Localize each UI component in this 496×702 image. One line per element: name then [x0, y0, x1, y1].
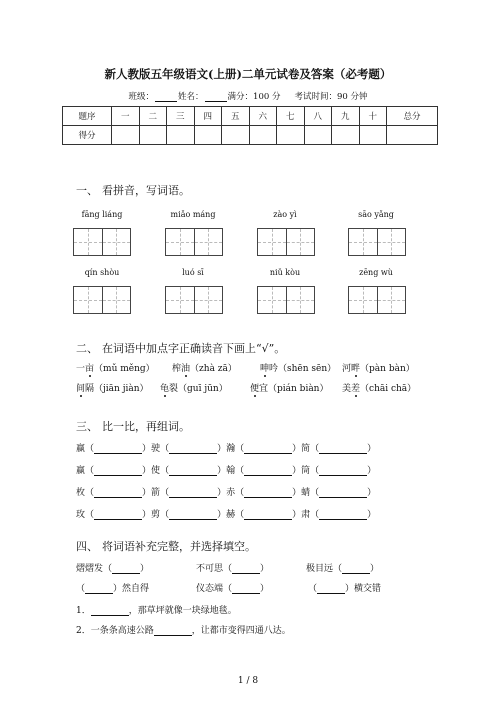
- score-header: 题序: [63, 107, 112, 126]
- pinyin: miǎo máng: [170, 210, 216, 219]
- idiom-item: （ ）然自得: [76, 584, 150, 594]
- score-header: 九: [332, 107, 360, 126]
- score-header: 六: [249, 107, 277, 126]
- pinyin: luó sī: [182, 268, 204, 277]
- score-header: 四: [194, 107, 222, 126]
- full-score: 满分：100 分: [227, 92, 281, 102]
- page-number: 1 / 8: [237, 676, 259, 686]
- score-header: 总分: [387, 107, 438, 126]
- section-title: 比一比，再组词。: [102, 420, 190, 433]
- exam-info: [0, 90, 496, 102]
- tianzige-box[interactable]: [165, 228, 223, 256]
- score-row: [63, 126, 438, 145]
- class-label: 班级：: [128, 92, 155, 102]
- pinyin: sāo yǎng: [358, 210, 394, 219]
- name-label: 姓名：: [178, 92, 204, 102]
- idiom-item: 不可思（ ）: [196, 564, 270, 574]
- exam-time: 考试时间：90 分钟: [294, 92, 368, 102]
- section-4-heading: [76, 538, 256, 554]
- section-title: 在词语中加点字正确读音下画上“√”。: [102, 342, 286, 355]
- score-header: 一: [112, 107, 140, 126]
- compare-row: 赢（ ）驶（ ）瀚（ ）简（ ）: [76, 444, 377, 454]
- tianzige-box[interactable]: [348, 228, 406, 256]
- pinyin: qín shòu: [84, 268, 120, 277]
- score-cell: [112, 126, 140, 145]
- score-cell: [249, 126, 277, 145]
- word-item: 河畔（pàn bàn）: [342, 364, 415, 374]
- idiom-item: 熠熠发（ ）: [76, 564, 150, 574]
- section-1-heading: [76, 182, 190, 198]
- idiom-item: 极目远（ ）: [306, 564, 380, 574]
- class-blank: [155, 92, 177, 102]
- idiom-item: （ ）横交错: [308, 584, 382, 594]
- pinyin: zēng wù: [359, 268, 393, 277]
- tianzige-box[interactable]: [257, 228, 315, 256]
- section-number: 三、: [76, 420, 98, 433]
- compare-row: 玫（ ）剪（ ）赫（ ）肃（ ）: [76, 510, 377, 520]
- score-row-label: 得分: [63, 126, 112, 145]
- idiom-item: 仪态端（ ）: [196, 584, 270, 594]
- score-cell: [359, 126, 387, 145]
- word-item: 一亩（mǔ měng）: [76, 364, 155, 374]
- section-3-heading: [76, 418, 190, 434]
- word-item: 便宜（pián biàn）: [250, 384, 329, 394]
- score-header: 二: [139, 107, 167, 126]
- score-header: 七: [277, 107, 305, 126]
- section-title: 将词语补充完整，并选择填空。: [102, 540, 256, 553]
- compare-row: 赢（ ）使（ ）翰（ ）筒（ ）: [76, 466, 377, 476]
- score-header-row: [63, 107, 438, 126]
- score-header: 五: [222, 107, 250, 126]
- score-cell: [167, 126, 195, 145]
- score-header: 三: [167, 107, 195, 126]
- word-item: 龟裂（guī jūn）: [160, 384, 228, 394]
- section-number: 一、: [76, 184, 98, 197]
- page-title: 新人教版五年级语文(上册)二单元试卷及答案（必考题）: [104, 67, 392, 81]
- word-item: 间隔（jiān jiàn）: [76, 384, 149, 394]
- word-item: 呻吟（shēn sēn）: [260, 364, 337, 374]
- tianzige-box[interactable]: [257, 286, 315, 314]
- tianzige-box[interactable]: [73, 228, 131, 256]
- tianzige-box[interactable]: [348, 286, 406, 314]
- score-cell: [139, 126, 167, 145]
- name-blank: [205, 92, 227, 102]
- word-item: 榨油（zhà zā）: [172, 364, 237, 374]
- score-header: 十: [359, 107, 387, 126]
- score-header: 八: [304, 107, 332, 126]
- section-title: 看拼音，写词语。: [102, 184, 190, 197]
- section-number: 四、: [76, 540, 98, 553]
- tianzige-box[interactable]: [73, 286, 131, 314]
- score-cell: [332, 126, 360, 145]
- score-cell: [222, 126, 250, 145]
- word-item: 美差（chāi chā）: [342, 384, 417, 394]
- score-cell: [277, 126, 305, 145]
- pinyin: niǔ kòu: [269, 268, 301, 277]
- score-table: [62, 106, 438, 145]
- tianzige-box[interactable]: [165, 286, 223, 314]
- fill-question-2: 2．一条条高速公路 ，让都市变得四通八达。: [76, 626, 291, 636]
- pinyin: zào yì: [273, 210, 297, 219]
- score-cell: [304, 126, 332, 145]
- score-cell: [194, 126, 222, 145]
- fill-question-1: 1． ，那草坪就像一块绿地毯。: [76, 606, 237, 616]
- section-2-heading: [76, 340, 285, 356]
- compare-row: 枚（ ）箭（ ）赤（ ）蜻（ ）: [76, 488, 377, 498]
- pinyin: fāng liáng: [81, 210, 123, 219]
- score-cell: [387, 126, 438, 145]
- section-number: 二、: [76, 342, 98, 355]
